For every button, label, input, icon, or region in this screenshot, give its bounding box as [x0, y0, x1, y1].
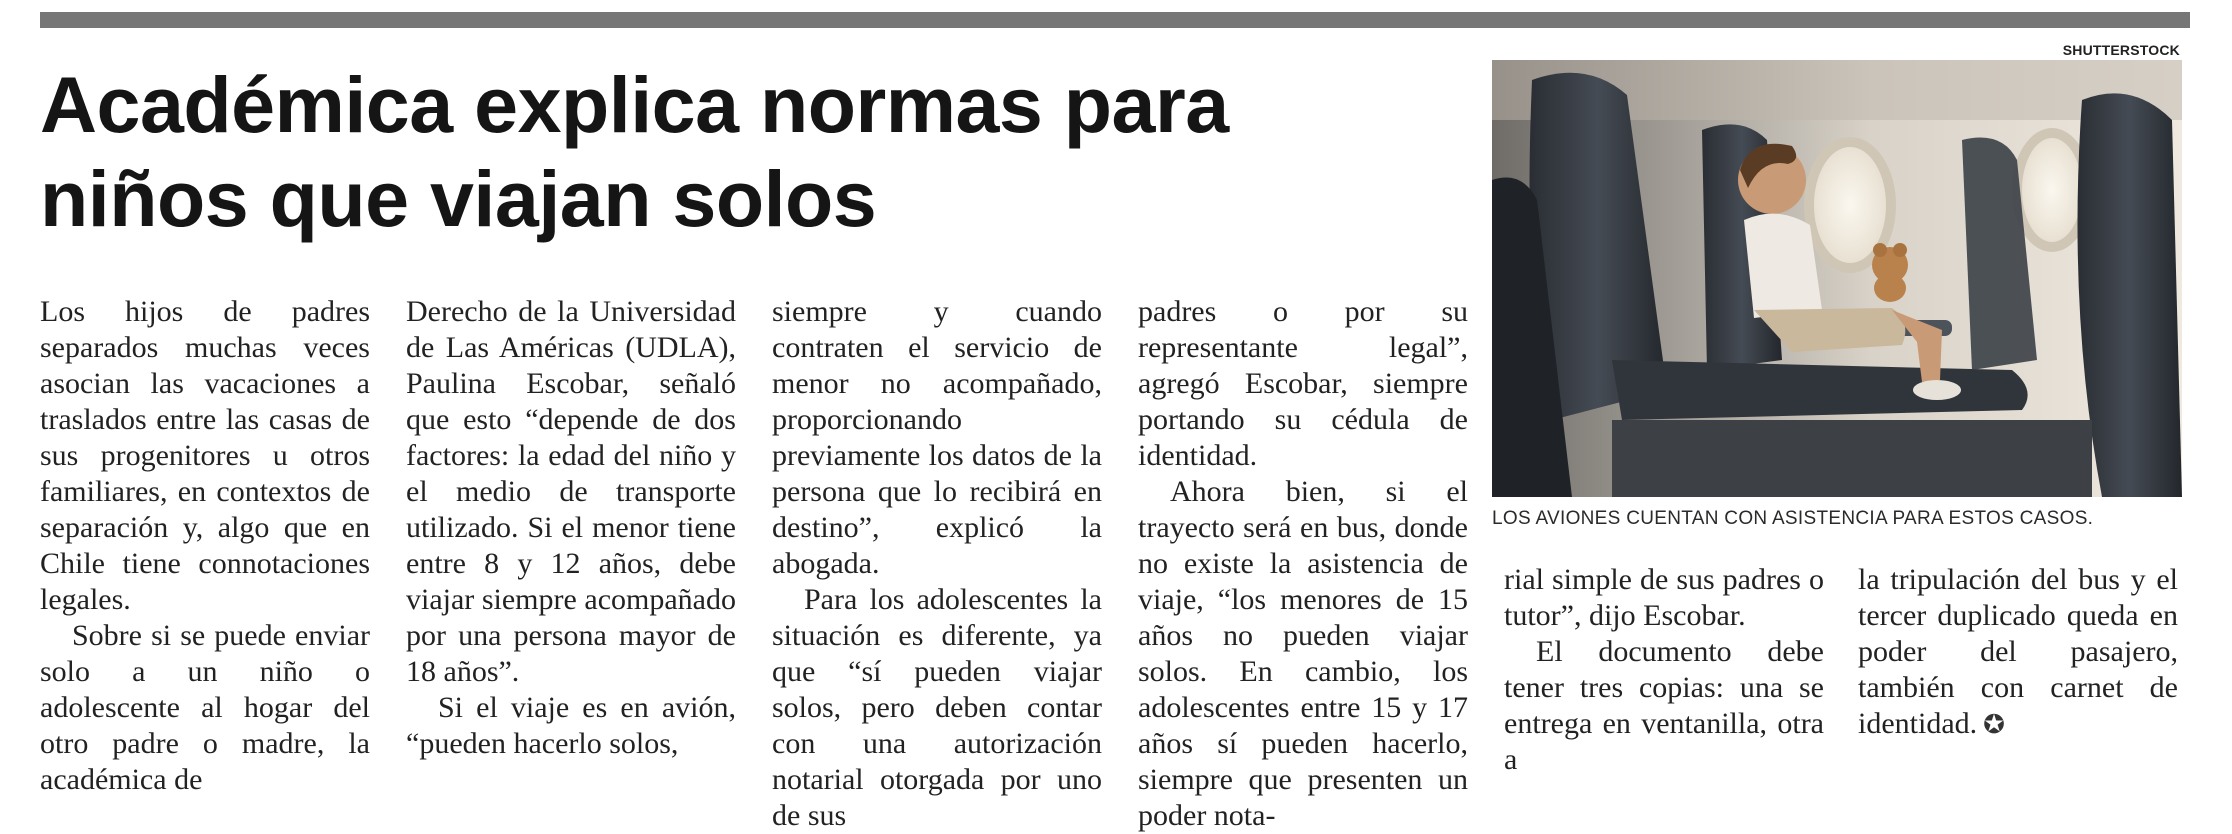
paragraph: Si el viaje es en avión, “pueden hacerlo solos, — [406, 691, 736, 760]
paragraph-text: la tripulación del bus y el tercer duplicado queda en poder del pasajero, también con carnet de identidad. — [1858, 563, 2178, 740]
airplane-cabin-illustration — [1492, 60, 2182, 497]
photo-credit: SHUTTERSTOCK — [2062, 42, 2180, 58]
headline: Académica explica normas para niños que viajan solos — [40, 60, 1229, 243]
article-column-6 — [1858, 562, 2178, 743]
article-column-5 — [1504, 562, 1824, 778]
article-column-2 — [406, 294, 736, 762]
paragraph: padres o por su representante legal”, agregó Escobar, siempre portando su cédula de identidad. — [1138, 295, 1468, 472]
paragraph: siempre y cuando contraten el servicio de menor no acompañado, proporcionando previamente los datos de la persona que lo recibirá en destino”, explicó la abogada. — [772, 295, 1102, 580]
article-column-4 — [1138, 294, 1468, 834]
paragraph — [1858, 562, 2178, 743]
article-column-3 — [772, 294, 1102, 834]
end-of-article-icon: ✪ — [1983, 710, 2005, 739]
top-rule — [40, 12, 2190, 28]
paragraph: El documento debe tener tres copias: una se entrega en ventanilla, otra a — [1504, 635, 1824, 776]
paragraph: Para los adolescentes la situación es diferente, ya que “sí pueden viajar solos, pero deben contar con una autorización notarial otorgada por uno de sus — [772, 583, 1102, 832]
paragraph: Derecho de la Universidad de Las Américas (UDLA), Paulina Escobar, señaló que esto “depende de dos factores: la edad del niño y el medio de transporte utilizado. Si el menor tiene entre 8 y 12 años, debe viajar siempre acompañado por una persona mayor de 18 años”. — [406, 295, 736, 688]
photo-caption: LOS AVIONES CUENTAN CON ASISTENCIA PARA ESTOS CASOS. — [1492, 508, 2094, 529]
paragraph: Sobre si se puede enviar solo a un niño o adolescente al hogar del otro padre o madre, la académica de — [40, 619, 370, 796]
paragraph: Los hijos de padres separados muchas veces asocian las vacaciones a traslados entre las casas de sus progenitores u otros familiares, en contextos de separación y, algo que en Chile tiene connotaciones legales. — [40, 295, 370, 616]
paragraph: Ahora bien, si el trayecto será en bus, donde no existe la asistencia de viaje, “los menores de 15 años no pueden viajar solos. En cambio, los adolescentes entre 15 y 17 años sí pueden hacerlo, siempre que presenten un poder nota- — [1138, 475, 1468, 832]
article-photo — [1492, 60, 2182, 497]
paragraph: rial simple de sus padres o tutor”, dijo Escobar. — [1504, 563, 1824, 632]
article-column-1 — [40, 294, 370, 798]
